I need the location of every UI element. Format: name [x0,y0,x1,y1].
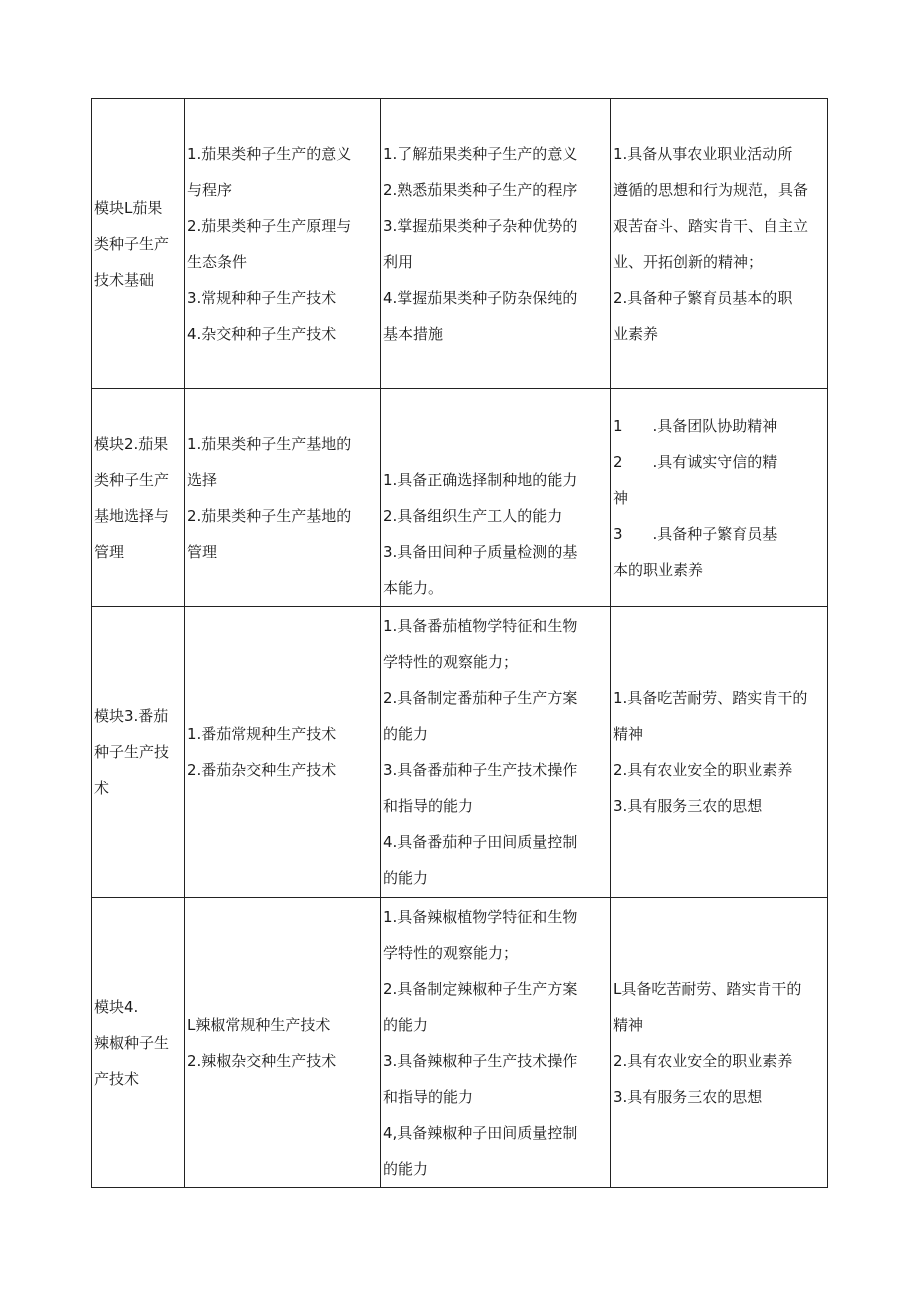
content-cell: L辣椒常规种生产技术 2.辣椒杂交种生产技术 [185,898,381,1188]
ability-cell: 1.具备番茄植物学特征和生物 学特性的观察能力； 2.具备制定番茄种子生产方案 的能力 3.具备番茄种子生产技术操作 和指导的能力 4.具备番茄种子田间质量控制 的能力 [381,607,611,898]
module-cell: 模块4. 辣椒种子生 产技术 [92,898,185,1188]
quality-cell: 1.具备从事农业职业活动所 遵循的思想和行为规范，具备 艰苦奋斗、踏实肯干、自主立 业、开拓创新的精神； 2.具备种子繁育员基本的职 业素养 [611,99,828,389]
module-cell: 模块3.番茄 种子生产技 术 [92,607,185,898]
ability-cell: 1.具备辣椒植物学特征和生物 学特性的观察能力； 2.具备制定辣椒种子生产方案 的能力 3.具备辣椒种子生产技术操作 和指导的能力 4,具备辣椒种子田间质量控制 的能力 [381,898,611,1188]
content-cell: 1.茄果类种子生产的意义 与程序 2.茄果类种子生产原理与 生态条件 3.常规种种子生产技术 4.杂交种种子生产技术 [185,99,381,389]
table-row [92,99,828,389]
module-cell: 模块L茄果 类种子生产 技术基础 [92,99,185,389]
curriculum-table [91,98,828,1188]
quality-cell: 1 .具备团队协助精神 2 .具有诚实守信的精 神 3 .具备种子繁育员基 本的职业素养 [611,389,828,607]
quality-cell: L具备吃苦耐劳、踏实肯干的 精神 2.具有农业安全的职业素养 3.具有服务三农的思想 [611,898,828,1188]
content-cell: 1.番茄常规种生产技术 2.番茄杂交种生产技术 [185,607,381,898]
module-cell: 模块2.茄果 类种子生产 基地选择与 管理 [92,389,185,607]
ability-cell: 1.具备正确选择制种地的能力 2.具备组织生产工人的能力 3.具备田间种子质量检测的基 本能力。 [381,389,611,607]
table-row [92,898,828,1188]
table-row [92,389,828,607]
table-row [92,607,828,898]
quality-cell: 1.具备吃苦耐劳、踏实肯干的 精神 2.具有农业安全的职业素养 3.具有服务三农的思想 [611,607,828,898]
ability-cell: 1.了解茄果类种子生产的意义 2.熟悉茄果类种子生产的程序 3.掌握茄果类种子杂种优势的 利用 4.掌握茄果类种子防杂保纯的 基本措施 [381,99,611,389]
content-cell: 1.茄果类种子生产基地的 选择 2.茄果类种子生产基地的 管理 [185,389,381,607]
